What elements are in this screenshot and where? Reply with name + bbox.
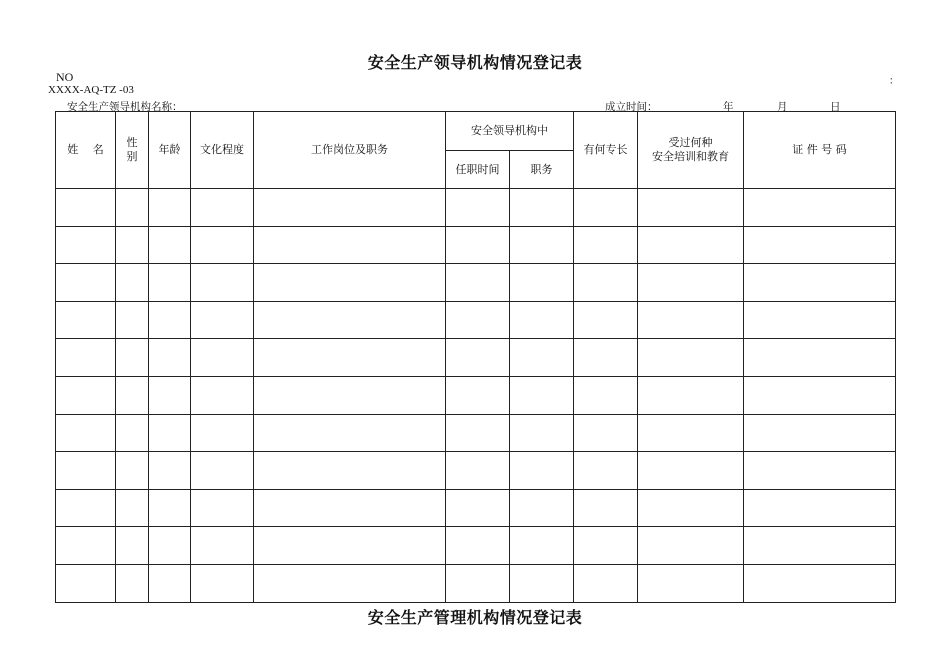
cell-job[interactable] [254, 189, 446, 227]
cell-age[interactable] [149, 414, 191, 452]
document-code: XXXX-AQ-TZ -03 [48, 84, 134, 96]
cell-position[interactable] [510, 376, 574, 414]
cell-specialty[interactable] [574, 489, 638, 527]
cell-name[interactable] [56, 301, 116, 339]
cell-position[interactable] [510, 339, 574, 377]
cell-specialty[interactable] [574, 226, 638, 264]
cell-certificate[interactable] [744, 564, 896, 602]
cell-position[interactable] [510, 264, 574, 302]
column-header-gender: 性 别 [116, 112, 149, 189]
cell-tenure[interactable] [446, 189, 510, 227]
cell-tenure[interactable] [446, 564, 510, 602]
cell-training[interactable] [638, 301, 744, 339]
column-header-tenure: 任职时间 [446, 151, 510, 189]
cell-gender[interactable] [116, 527, 149, 565]
table-row [56, 301, 896, 339]
cell-age[interactable] [149, 564, 191, 602]
cell-position[interactable] [510, 564, 574, 602]
cell-name[interactable] [56, 189, 116, 227]
registration-table [55, 111, 896, 603]
cell-education[interactable] [191, 452, 254, 490]
cell-certificate[interactable] [744, 189, 896, 227]
cell-age[interactable] [149, 226, 191, 264]
cell-job[interactable] [254, 376, 446, 414]
cell-name[interactable] [56, 564, 116, 602]
cell-job[interactable] [254, 489, 446, 527]
cell-education[interactable] [191, 339, 254, 377]
table-row [56, 226, 896, 264]
table-row [56, 376, 896, 414]
cell-certificate[interactable] [744, 301, 896, 339]
cell-training[interactable] [638, 452, 744, 490]
cell-gender[interactable] [116, 189, 149, 227]
cell-tenure[interactable] [446, 301, 510, 339]
table-row [56, 452, 896, 490]
cell-education[interactable] [191, 226, 254, 264]
table-row [56, 189, 896, 227]
cell-position[interactable] [510, 452, 574, 490]
cell-job[interactable] [254, 264, 446, 302]
cell-gender[interactable] [116, 264, 149, 302]
cell-specialty[interactable] [574, 376, 638, 414]
cell-education[interactable] [191, 527, 254, 565]
cell-age[interactable] [149, 452, 191, 490]
cell-specialty[interactable] [574, 452, 638, 490]
cell-specialty[interactable] [574, 301, 638, 339]
table-row [56, 489, 896, 527]
cell-training[interactable] [638, 339, 744, 377]
cell-gender[interactable] [116, 452, 149, 490]
cell-name[interactable] [56, 527, 116, 565]
cell-training[interactable] [638, 414, 744, 452]
cell-age[interactable] [149, 301, 191, 339]
cell-training[interactable] [638, 564, 744, 602]
cell-gender[interactable] [116, 489, 149, 527]
cell-certificate[interactable] [744, 226, 896, 264]
cell-name[interactable] [56, 376, 116, 414]
cell-education[interactable] [191, 564, 254, 602]
cell-education[interactable] [191, 414, 254, 452]
cell-tenure[interactable] [446, 452, 510, 490]
cell-job[interactable] [254, 226, 446, 264]
cell-job[interactable] [254, 414, 446, 452]
cell-certificate[interactable] [744, 264, 896, 302]
column-header-position: 职务 [510, 151, 574, 189]
cell-specialty[interactable] [574, 564, 638, 602]
cell-specialty[interactable] [574, 414, 638, 452]
column-header-certificate: 证 件 号 码 [744, 112, 896, 189]
cell-job[interactable] [254, 339, 446, 377]
cell-position[interactable] [510, 414, 574, 452]
cell-tenure[interactable] [446, 339, 510, 377]
cell-position[interactable] [510, 226, 574, 264]
cell-job[interactable] [254, 452, 446, 490]
cell-gender[interactable] [116, 414, 149, 452]
cell-gender[interactable] [116, 376, 149, 414]
cell-certificate[interactable] [744, 452, 896, 490]
colon-mark: ： [889, 76, 899, 87]
column-header-specialty: 有何专长 [574, 112, 638, 189]
table-row [56, 564, 896, 602]
cell-specialty[interactable] [574, 339, 638, 377]
cell-tenure[interactable] [446, 414, 510, 452]
cell-education[interactable] [191, 189, 254, 227]
cell-specialty[interactable] [574, 264, 638, 302]
cell-certificate[interactable] [744, 376, 896, 414]
cell-education[interactable] [191, 301, 254, 339]
cell-tenure[interactable] [446, 376, 510, 414]
column-header-education: 文化程度 [191, 112, 254, 189]
cell-training[interactable] [638, 189, 744, 227]
cell-name[interactable] [56, 414, 116, 452]
cell-training[interactable] [638, 489, 744, 527]
cell-age[interactable] [149, 489, 191, 527]
cell-age[interactable] [149, 376, 191, 414]
column-header-training: 受过何种 安全培训和教育 [638, 112, 744, 189]
cell-tenure[interactable] [446, 264, 510, 302]
cell-certificate[interactable] [744, 489, 896, 527]
cell-training[interactable] [638, 264, 744, 302]
table-row [56, 527, 896, 565]
table-row [56, 339, 896, 377]
cell-gender[interactable] [116, 301, 149, 339]
table-row [56, 264, 896, 302]
cell-age[interactable] [149, 339, 191, 377]
cell-job[interactable] [254, 301, 446, 339]
year-label: 年 [723, 101, 734, 113]
cell-age[interactable] [149, 264, 191, 302]
cell-education[interactable] [191, 489, 254, 527]
cell-gender[interactable] [116, 226, 149, 264]
cell-training[interactable] [638, 226, 744, 264]
cell-certificate[interactable] [744, 414, 896, 452]
cell-education[interactable] [191, 376, 254, 414]
established-date-label: 成立时间： [605, 101, 658, 113]
cell-training[interactable] [638, 376, 744, 414]
table-row [56, 414, 896, 452]
number-label: NO [56, 70, 74, 84]
column-header-leadership-group: 安全领导机构中 [446, 112, 574, 151]
page-title: 安全生产领导机构情况登记表 [367, 53, 583, 72]
cell-name[interactable] [56, 339, 116, 377]
cell-name[interactable] [56, 489, 116, 527]
cell-training[interactable] [638, 527, 744, 565]
cell-name[interactable] [56, 226, 116, 264]
cell-gender[interactable] [116, 564, 149, 602]
cell-education[interactable] [191, 264, 254, 302]
cell-specialty[interactable] [574, 527, 638, 565]
day-label: 日 [830, 101, 841, 113]
cell-specialty[interactable] [574, 189, 638, 227]
cell-certificate[interactable] [744, 339, 896, 377]
cell-certificate[interactable] [744, 527, 896, 565]
next-table-title: 安全生产管理机构情况登记表 [367, 608, 583, 627]
cell-tenure[interactable] [446, 226, 510, 264]
table-body [56, 189, 896, 603]
org-name-label: 安全生产领导机构名称： [67, 101, 183, 113]
cell-name[interactable] [56, 264, 116, 302]
cell-position[interactable] [510, 489, 574, 527]
cell-tenure[interactable] [446, 527, 510, 565]
column-header-age: 年龄 [149, 112, 191, 189]
cell-job[interactable] [254, 564, 446, 602]
column-header-job: 工作岗位及职务 [254, 112, 446, 189]
column-header-name: 姓 名 [56, 112, 116, 189]
cell-position[interactable] [510, 527, 574, 565]
month-label: 月 [777, 101, 788, 113]
cell-gender[interactable] [116, 339, 149, 377]
cell-position[interactable] [510, 301, 574, 339]
cell-name[interactable] [56, 452, 116, 490]
cell-job[interactable] [254, 527, 446, 565]
cell-age[interactable] [149, 189, 191, 227]
cell-age[interactable] [149, 527, 191, 565]
cell-position[interactable] [510, 189, 574, 227]
cell-tenure[interactable] [446, 489, 510, 527]
